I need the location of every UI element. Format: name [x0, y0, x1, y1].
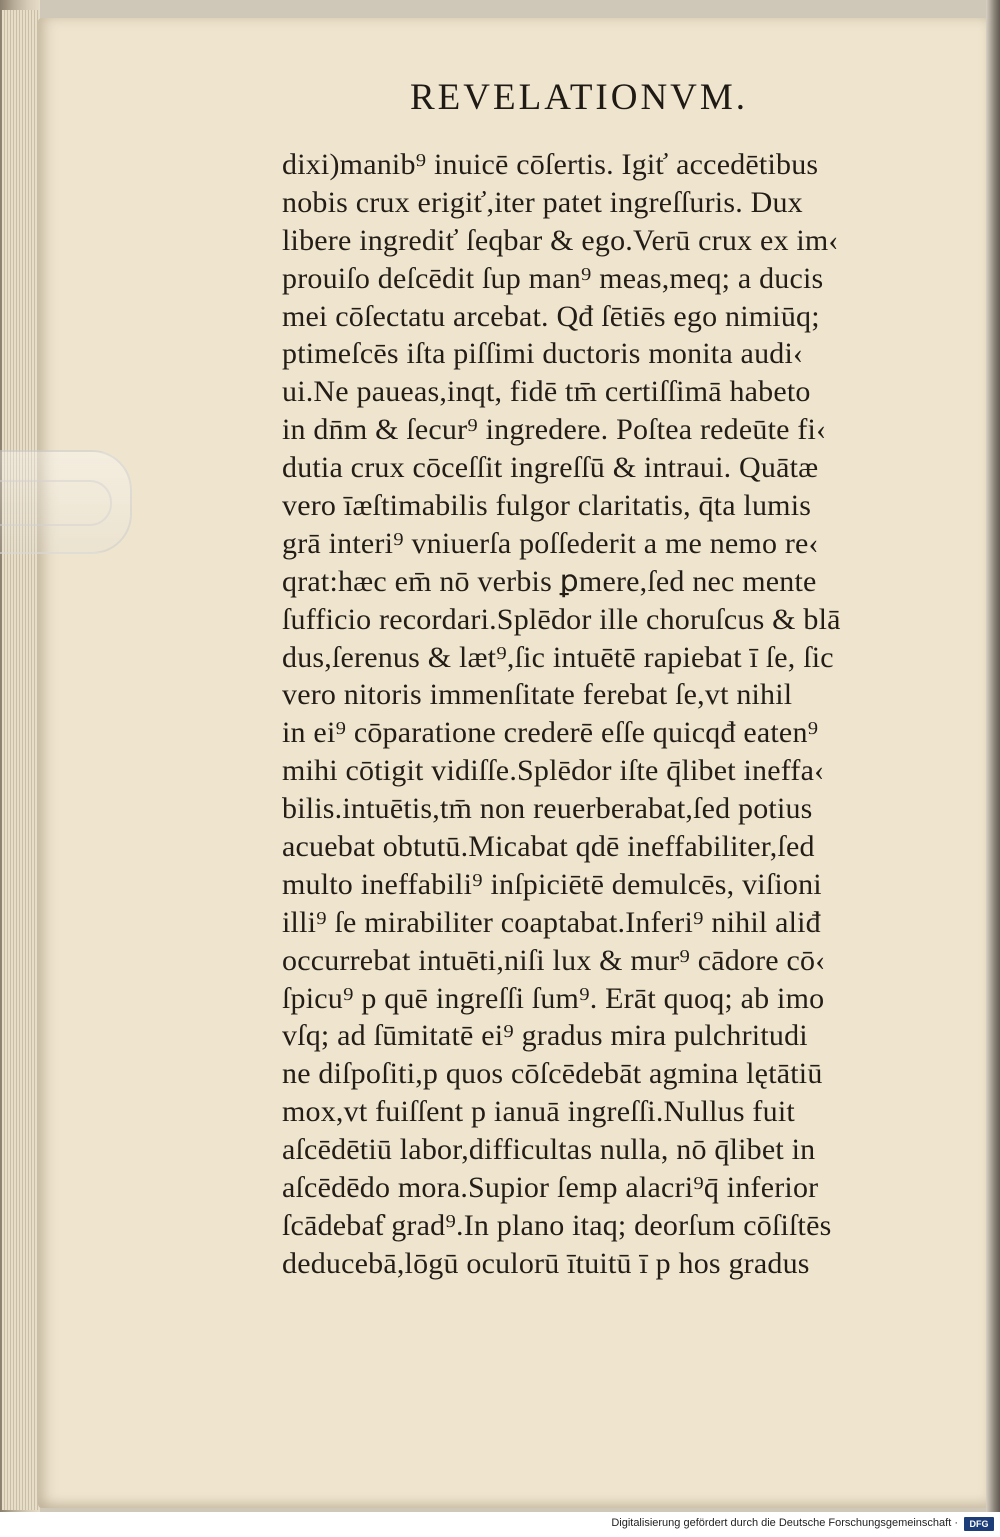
text-line: grā interi⁹ vniuerſa poſſederit a me nemo re‹	[282, 526, 819, 560]
text-line: vſq; ad ſūmitatē ei⁹ gradus mira pulchritudi	[282, 1019, 808, 1053]
text-line: aſcēdēdo mora.Supior ſemp alacri⁹q̄ inferior	[282, 1171, 819, 1205]
dfg-logo: DFG	[964, 1517, 994, 1531]
text-line: ptimeſcēs iſta piſſimi ductoris monita audi‹	[282, 337, 804, 371]
page-edges	[2, 10, 38, 1510]
text-line: vero īæſtimabilis fulgor claritatis, q̄ta lumis	[282, 489, 812, 523]
text-line: in dn̄m & ſecur⁹ ingredere. Poſtea redeūte fi‹	[282, 413, 827, 447]
text-line: dutia crux cōceſſit ingreſſū & intraui. Quātæ	[282, 451, 819, 485]
page-title: REVELATIONVM.	[410, 77, 749, 118]
text-line: libere ingrediť ſeqbar & ego.Verū crux ex im‹	[282, 223, 839, 257]
footer-bar	[0, 1512, 1000, 1537]
text-line: ſcādebaƭ grad⁹.In plano itaq; deorſum cōſiſtēs	[282, 1208, 832, 1242]
text-line: ſufficio recordari.Splēdor ille choruſcus & blā	[282, 602, 841, 636]
text-line: ui.Ne paueas,inqt, fidē tm̄ certiſſimā habeto	[282, 375, 811, 409]
text-line: deducebā,lōgū oculorū ītuitū ī p hos gradus	[282, 1246, 810, 1280]
text-line: illi⁹ ſe mirabiliter coaptabat.Inferi⁹ nihil aliđ	[282, 905, 821, 939]
funding-credit: Digitalisierung gefördert durch die Deutsche Forschungsgemeinschaft ·	[611, 1517, 958, 1529]
text-line: in ei⁹ cōparatione crederē eſſe quicqđ eaten⁹	[282, 716, 819, 750]
text-line: qrat:hæc em̄ nō verbis ꝑmere,ſed nec mente	[282, 564, 817, 598]
text-line: occurrebat intuēti,niſi lux & mur⁹ cādore cō‹	[282, 943, 826, 977]
text-line: mei cōſectatu arcebat. Qđ ſētiēs ego nimiūq;	[282, 299, 820, 333]
text-line: aſcēdētiū labor,difficultas nulla, nō q̄libet in	[282, 1133, 816, 1167]
text-line: vero nitoris immenſitate ferebat ſe,vt nihil	[282, 678, 793, 712]
text-line: bilis.intuētis,tm̄ non reuerberabat,ſed potius	[282, 792, 813, 826]
book-right-edge	[986, 0, 1000, 1512]
body-text	[282, 146, 962, 1283]
text-line: mox,vt fuiſſent p ianuā ingreſſi.Nullus fuit	[282, 1095, 795, 1129]
text-line: nobis crux erigiť,iter patet ingreſſuris. Dux	[282, 185, 803, 219]
text-line: acuebat obtutū.Micabat qdē ineffabiliter,ſed	[282, 830, 815, 864]
text-line: prouiſo deſcēdit ſup man⁹ meas,meq; a ducis	[282, 261, 824, 295]
text-line: ſpicu⁹ p quē ingreſſi ſum⁹. Erāt quoq; ab imo	[282, 981, 825, 1015]
text-line: ne diſpoſiti,p quos cōſcēdebāt agmina lętātiū	[282, 1057, 823, 1091]
plastic-clip-inner	[0, 480, 112, 526]
text-line: mihi cōtigit vidiſſe.Splēdor iſte q̄libet ineffa‹	[282, 754, 825, 788]
text-line: dus,ſerenus & læt⁹,ſic intuētē rapiebat ī ſe, ſic	[282, 640, 834, 674]
text-line: dixi)manib⁹ inuicē cōſertis. Igiť accedētibus	[282, 148, 819, 181]
text-line: multo ineffabili⁹ inſpiciētē demulcēs, viſioni	[282, 867, 822, 901]
